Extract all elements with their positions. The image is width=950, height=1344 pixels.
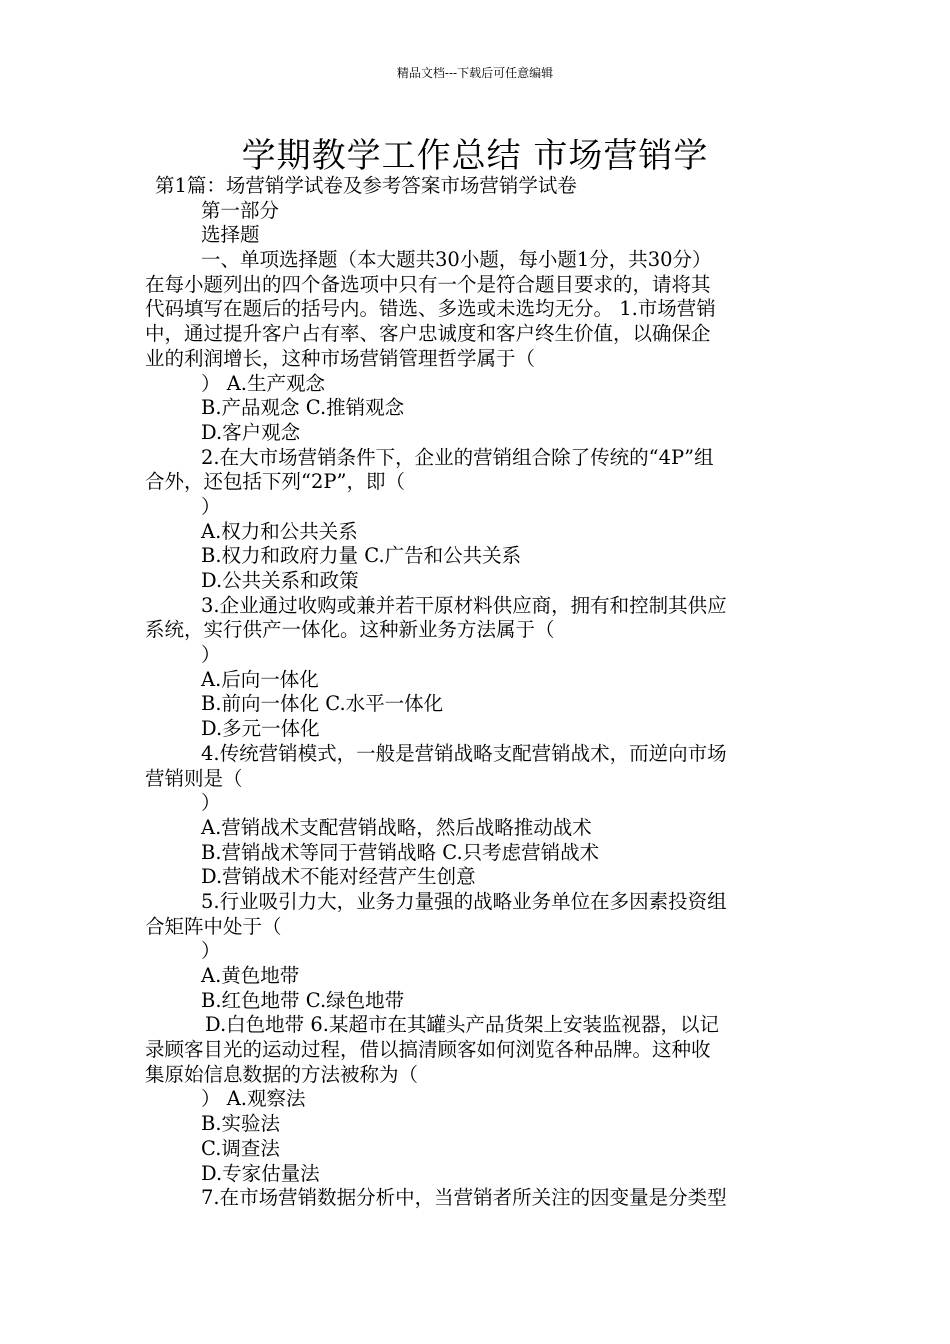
text-line: ） bbox=[201, 791, 221, 815]
text-line: B.产品观念 C.推销观念 bbox=[201, 396, 405, 420]
text-line: 录顾客目光的运动过程，借以搞清顾客如何浏览各种品牌。这种收 bbox=[145, 1038, 711, 1062]
text-line: 合外，还包括下列“2P”，即（ bbox=[145, 470, 405, 494]
text-line: 营销则是（ bbox=[145, 766, 243, 790]
text-line: B.权力和政府力量 C.广告和公共关系 bbox=[201, 544, 522, 568]
text-line: 第一部分 bbox=[201, 198, 280, 222]
text-line: D.公共关系和政策 bbox=[201, 569, 359, 592]
text-line: D.专家估量法 bbox=[201, 1161, 320, 1185]
text-line: 系统，实行供产一体化。这种新业务方法属于（ bbox=[145, 618, 555, 642]
page-header: 精品文档---下载后可任意编辑 bbox=[396, 66, 554, 80]
page-title: 学期教学工作总结 市场营销学 bbox=[241, 136, 709, 176]
text-line: 7.在市场营销数据分析中，当营销者所关注的因变量是分类型 bbox=[201, 1186, 727, 1210]
text-line: 集原始信息数据的方法被称为（ bbox=[145, 1062, 419, 1086]
text-line: ） A.生产观念 bbox=[201, 371, 325, 395]
text-line: D.客户观念 bbox=[201, 420, 301, 444]
text-line: A.黄色地带 bbox=[201, 964, 300, 987]
text-line: 一、单项选择题（本大题共30小题，每小题1分，共30分） bbox=[201, 248, 712, 272]
text-line: 选择题 bbox=[201, 223, 260, 247]
text-line: ） A.观察法 bbox=[201, 1087, 306, 1111]
text-line: D.多元一体化 bbox=[201, 717, 320, 741]
document-body bbox=[145, 174, 807, 1211]
text-line: B.红色地带 C.绿色地带 bbox=[201, 988, 405, 1012]
text-line: A.后向一体化 bbox=[201, 667, 319, 691]
text-line: D.白色地带 6.某超市在其罐头产品货架上安装监视器，以记 bbox=[205, 1013, 719, 1037]
text-line: A.营销战术支配营销战略，然后战略推动战术 bbox=[201, 815, 592, 839]
text-line: ） bbox=[201, 939, 221, 963]
text-line: B.前向一体化 C.水平一体化 bbox=[201, 692, 444, 716]
text-line: D.营销战术不能对经营产生创意 bbox=[201, 865, 476, 889]
text-line: B.实验法 bbox=[201, 1112, 281, 1136]
text-line: 2.在大市场营销条件下，企业的营销组合除了传统的“4P”组 bbox=[201, 445, 714, 469]
text-line: B.营销战术等同于营销战略 C.只考虑营销战术 bbox=[201, 840, 600, 864]
text-line: ） bbox=[201, 494, 221, 518]
text-line: 合矩阵中处于（ bbox=[145, 914, 282, 938]
text-line: A.权力和公共关系 bbox=[201, 519, 358, 543]
text-line: ） bbox=[201, 643, 221, 667]
text-line: 中，通过提升客户占有率、客户忠诚度和客户终生价值，以确保企 bbox=[145, 322, 711, 346]
text-line: 第1篇：场营销学试卷及参考答案市场营销学试卷 bbox=[155, 174, 577, 197]
text-line: 4.传统营销模式，一般是营销战略支配营销战术，而逆向市场 bbox=[201, 741, 727, 765]
text-line: 5.行业吸引力大，业务力量强的战略业务单位在多因素投资组 bbox=[201, 889, 727, 913]
text-line: 3.企业通过收购或兼并若干原材料供应商，拥有和控制其供应 bbox=[201, 593, 727, 617]
text-line: 在每小题列出的四个备选项中只有一个是符合题目要求的，请将其 bbox=[145, 272, 711, 296]
text-line: 代码填写在题后的括号内。错选、多选或未选均无分。 1.市场营销 bbox=[145, 297, 716, 321]
text-line: 业的利润增长，这种市场营销管理哲学属于（ bbox=[145, 346, 536, 370]
text-line: C.调查法 bbox=[201, 1136, 280, 1160]
